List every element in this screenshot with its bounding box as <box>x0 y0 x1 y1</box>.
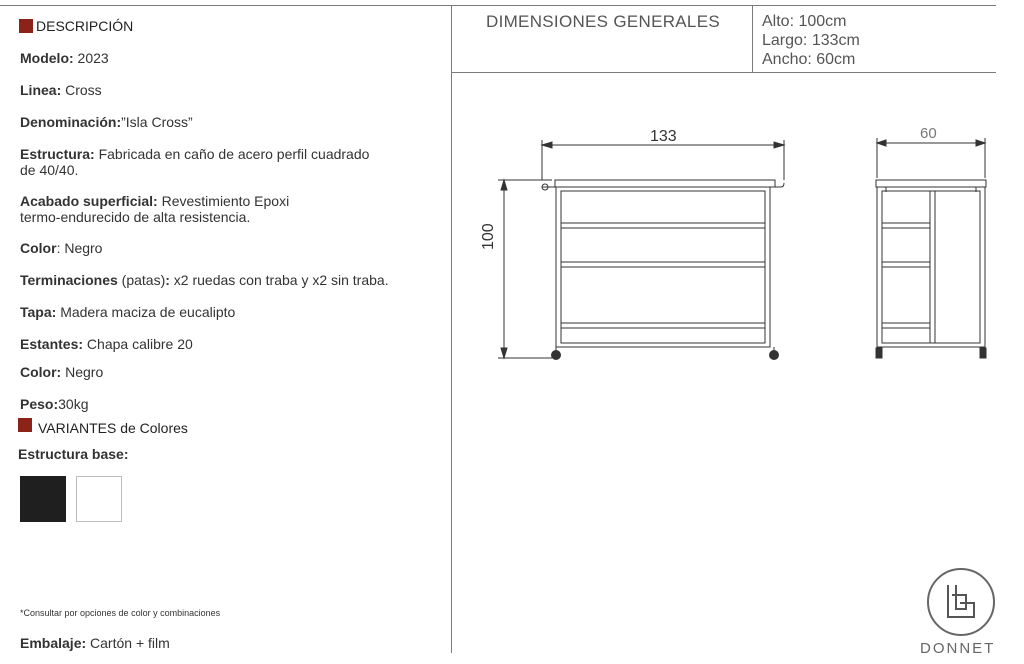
spec-embalaje: Embalaje: Cartón + film <box>20 635 170 651</box>
spec-estantes: Estantes: Chapa calibre 20 <box>20 336 193 352</box>
front-view <box>498 140 784 360</box>
dimension-ancho: Ancho: 60cm <box>762 51 856 68</box>
swatch-black[interactable] <box>20 476 66 522</box>
description-marker-icon <box>19 19 33 33</box>
spec-denominacion: Denominación:”Isla Cross” <box>20 114 193 130</box>
swatch-white[interactable] <box>76 476 122 522</box>
technical-drawing <box>452 73 996 373</box>
variants-marker-icon <box>18 418 32 432</box>
spec-acabado: Acabado superficial: Revestimiento Epoxi termo-endurecido de alta resistencia. <box>20 193 290 225</box>
spec-color: Color: Negro <box>20 240 103 256</box>
front-width-label: 133 <box>650 128 677 145</box>
spec-estructura: Estructura: Fabricada en caño de acero perfil cuadrado de 40/40. <box>20 146 370 178</box>
spec-terminaciones: Terminaciones (patas): x2 ruedas con traba y x2 sin traba. <box>20 272 389 288</box>
spec-color-2: Color: Negro <box>20 364 104 380</box>
brand-name: DONNET <box>920 640 996 657</box>
dimension-alto: Alto: 100cm <box>762 13 847 30</box>
side-width-label: 60 <box>920 125 937 142</box>
spec-modelo: Modelo: 2023 <box>20 50 109 66</box>
spec-peso: Peso:30kg <box>20 396 89 412</box>
spec-linea: Linea: Cross <box>20 82 102 98</box>
variants-subtitle: Estructura base: <box>18 446 129 462</box>
donnet-logo-icon <box>926 567 996 637</box>
dimension-largo: Largo: 133cm <box>762 32 860 49</box>
spec-tapa: Tapa: Madera maciza de eucalipto <box>20 304 236 320</box>
color-options-note: *Consultar por opciones de color y combinaciones <box>20 608 221 618</box>
dimensions-title: DIMENSIONES GENERALES <box>486 12 720 31</box>
variants-title: VARIANTES de Colores <box>38 420 188 436</box>
top-rule <box>0 5 996 6</box>
description-title: DESCRIPCIÓN <box>36 18 134 34</box>
side-view <box>876 138 986 358</box>
dimensions-header-divider <box>752 5 753 72</box>
front-height-label: 100 <box>480 223 497 250</box>
